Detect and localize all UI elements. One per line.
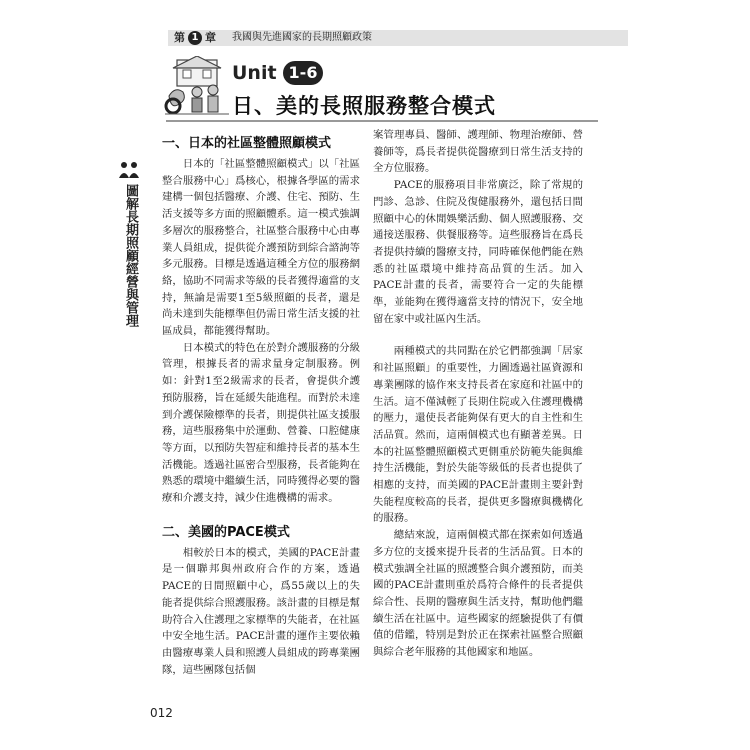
paragraph: 總結來說，這兩個模式都在探索如何透過多方位的支援來提升長者的生活品質。日本的模式強調全社區的照護整合與介護預防，而美國的PACE計畫則重於爲符合條件的長者提供綜合性、長期的醫療與生活支持，幫助他們繼續生活在社區中。這些國家的經驗提供了有價值的借鑑，特別是對於正在探索社區整合照顧與綜合老年服務的其他國家和地區。 [373,529,583,659]
page-number: 012 [150,706,173,720]
section-heading-japan: 一、日本的社區整體照顧模式 [162,136,332,151]
chapter-number: 1 [188,31,202,45]
chapter-title: 我國與先進國家的長期照顧政策 [232,32,372,43]
title-divider [166,120,598,122]
house-family-illustration [163,56,231,118]
right-column [373,127,583,661]
unit-label: Unit [232,62,277,84]
unit-number-badge: 1-6 [283,61,323,85]
paragraph: 相較於日本的模式，美國的PACE計畫是一個聯邦與州政府合作的方案，透過PACE的日間照顧中心，爲55歲以上的失能者提供綜合照護服務。該計畫的目標是幫助符合入住護理之家標準的失能者，在社區中安全地生活。PACE計畫的運作主要依賴由醫療專業人員和照護人員組成的跨專業團隊，這些團隊包括個 [162,546,360,676]
paragraph: 案管理專員、醫師、護理師、物理治療師、營養師等，爲長者提供從醫療到日常生活支持的全方位服務。 [373,129,583,175]
section-heading-usa: 二、美國的PACE模式 [162,524,290,540]
paragraph: 日本模式的特色在於對介護服務的分級管理，根據長者的需求量身定制服務。例如：針對1至2級需求的長者，會提供介護預防服務，旨在延緩失能進程。而對於未達到介護保險標準的長者，則提供社區支援服務，這些服務集中於運動、營養、口腔健康等方面，以預防失智症和維持長者的基本生活機能。透過社區密合型服務，長者能夠在熟悉的環境中繼續生活，同時獲得必要的醫療和介護支持，減少住進機構的需求。 [162,341,360,505]
spacer [373,327,583,343]
paragraph: PACE的服務項目非常廣泛，除了常規的門診、急診、住院及復健服務外，還包括日間照顧中心的休閒娛樂活動、個人照護服務、交通接送服務、供餐服務等。這些服務旨在爲長者提供持續的醫療支持，同時確保他們能在熟悉的社區環境中維持高品質的生活。加入PACE計畫的長者，需要符合一定的失能標準，並能夠在獲得適當支持的情況下，安全地留在家中或社區內生活。 [373,179,583,325]
running-header [168,30,628,46]
page-title: 日、美的長照服務整合模式 [232,94,496,118]
book-side-title: 圖解長期照顧經營與管理 [123,184,138,327]
people-icon [118,160,140,180]
paragraph: 兩種模式的共同點在於它們都強調「居家和社區照顧」的重要性，力圖透過社區資源和專業團隊的協作來支持長者在家庭和社區中的生活。這不僅減輕了長期住院或入住護理機構的壓力，還使長者能夠保有更大的自主性和生活品質。然而，這兩個模式也有顯著差異。日本的社區整體照顧模式更側重於防範失能與維持生活機能，對於失能等級低的長者也提供了相應的支持，而美國的PACE計畫則主要針對失能程度較高的長者，提供更多醫療與機構化的服務。 [373,345,583,525]
paragraph: 日本的「社區整體照顧模式」以「社區整合服務中心」爲核心，根據各學區的需求建構一個包括醫療、介護、住宅、預防、生活支援等多方面的照顧體系。這一模式強調多層次的服務整合，社區整合服務中心由專業人員組成，提供從介護預防到綜合諮詢等多元服務。目標是透過這種全方位的服務網絡，協助不同需求等級的長者獲得適當的支持，無論是需要1至5級照顧的長者，還是尚未達到失能標準但仍需日常生活支援的社區成員，都能獲得幫助。 [162,158,360,338]
left-column [162,136,360,678]
chapter-marker: 第 1 章 [174,31,216,44]
spacer [162,507,360,525]
